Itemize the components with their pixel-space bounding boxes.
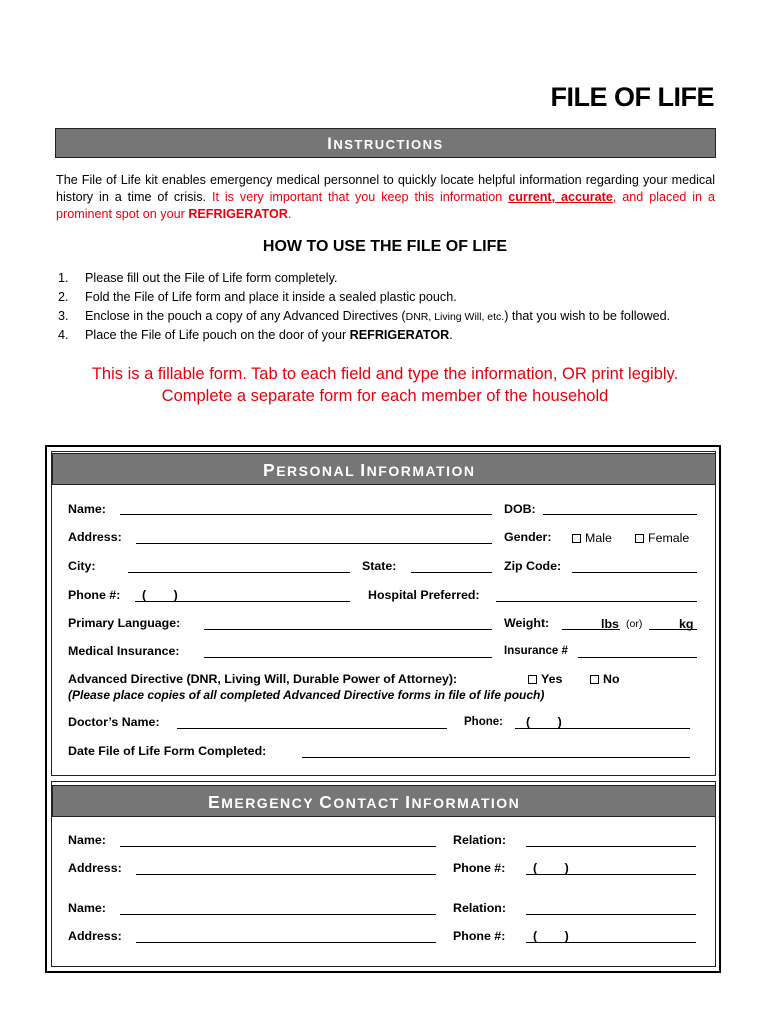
gender-female-option[interactable]: Female [635, 531, 689, 545]
dob-label: DOB: [504, 502, 536, 516]
checkbox-icon [528, 675, 537, 684]
contact2-phone-area-code: ( ) [533, 929, 569, 943]
insurance-number-label: Insurance # [504, 645, 568, 657]
fillable-note: This is a fillable form. Tab to each field and type the information, OR print legibly. [91, 365, 679, 383]
checkbox-icon [590, 675, 599, 684]
kg-unit: kg [679, 617, 694, 631]
doctor-phone-label: Phone: [464, 716, 503, 728]
date-completed-label: Date File of Life Form Completed: [68, 744, 267, 758]
phone-label: Phone #: [68, 588, 121, 602]
city-field[interactable] [128, 572, 350, 573]
address-field[interactable] [136, 543, 492, 544]
lbs-unit: lbs [601, 617, 619, 631]
address-label: Address: [68, 530, 122, 544]
contact2-address-field[interactable] [136, 942, 436, 943]
contact1-relation-label: Relation: [453, 833, 507, 847]
checkbox-icon [572, 534, 581, 543]
language-label: Primary Language: [68, 616, 181, 630]
name-label: Name: [68, 502, 106, 516]
emergency-contact-header: EMERGENCY CONTACT INFORMATION [52, 785, 716, 817]
personal-info-header: PERSONAL INFORMATION [52, 453, 716, 485]
advanced-directive-label: Advanced Directive (DNR, Living Will, Durable Power of Attorney): [68, 672, 458, 686]
step-item: 1. Please fill out the File of Life form completely. [58, 271, 338, 285]
contact1-address-label: Address: [68, 861, 122, 875]
date-completed-field[interactable] [302, 757, 690, 758]
checkbox-icon [635, 534, 644, 543]
advanced-directive-no[interactable]: No [590, 672, 620, 686]
doctor-name-field[interactable] [177, 728, 447, 729]
or-text: (or) [626, 618, 643, 630]
doctor-name-label: Doctor’s Name: [68, 715, 160, 729]
doctor-phone-area-code: ( ) [526, 715, 562, 729]
how-to-steps [58, 269, 670, 345]
zip-label: Zip Code: [504, 559, 562, 573]
contact2-phone-label: Phone #: [453, 929, 506, 943]
step-item: 4. Place the File of Life pouch on the door of your REFRIGERATOR. [58, 328, 453, 342]
gender-label: Gender: [504, 530, 552, 544]
advanced-directive-yes[interactable]: Yes [528, 672, 562, 686]
gender-male-option[interactable]: Male [572, 531, 612, 545]
phone-area-code: ( ) [142, 588, 178, 602]
hospital-label: Hospital Preferred: [368, 588, 480, 602]
contact1-phone-label: Phone #: [453, 861, 506, 875]
medical-insurance-label: Medical Insurance: [68, 644, 180, 658]
contact1-address-field[interactable] [136, 874, 436, 875]
contact1-name-field[interactable] [120, 846, 436, 847]
hospital-field[interactable] [496, 601, 697, 602]
contact2-name-label: Name: [68, 901, 106, 915]
contact1-relation-field[interactable] [526, 846, 696, 847]
language-field[interactable] [204, 629, 492, 630]
dob-field[interactable] [543, 514, 697, 515]
medical-insurance-field[interactable] [204, 657, 492, 658]
contact2-relation-label: Relation: [453, 901, 507, 915]
contact2-address-label: Address: [68, 929, 122, 943]
state-label: State: [362, 559, 397, 573]
step-item: 3. Enclose in the pouch a copy of any Advanced Directives (DNR, Living Will, etc.) that you wish to be followed. [58, 309, 671, 323]
instructions-paragraph: The File of Life kit enables emergency medical personnel to quickly locate helpful information regarding your medical history in a time of crisis. It is very important that you keep this information current, accurate, and placed in a prominent spot on your REFRIGERATOR. [56, 173, 715, 221]
advanced-directive-note: (Please place copies of all completed Advanced Directive forms in file of life pouch) [68, 688, 545, 702]
city-label: City: [68, 559, 96, 573]
contact2-name-field[interactable] [120, 914, 436, 915]
name-field[interactable] [120, 514, 492, 515]
separate-form-note: Complete a separate form for each member of the household [161, 387, 609, 405]
insurance-number-field[interactable] [578, 657, 697, 658]
contact2-relation-field[interactable] [526, 914, 696, 915]
instructions-header: INSTRUCTIONS [55, 128, 716, 158]
state-field[interactable] [411, 572, 492, 573]
zip-field[interactable] [572, 572, 697, 573]
step-item: 2. Fold the File of Life form and place it inside a sealed plastic pouch. [58, 290, 457, 304]
contact1-name-label: Name: [68, 833, 106, 847]
weight-label: Weight: [504, 616, 550, 630]
how-to-heading: HOW TO USE THE FILE OF LIFE [262, 238, 508, 255]
contact1-phone-area-code: ( ) [533, 861, 569, 875]
page-title: FILE OF LIFE [550, 82, 714, 112]
